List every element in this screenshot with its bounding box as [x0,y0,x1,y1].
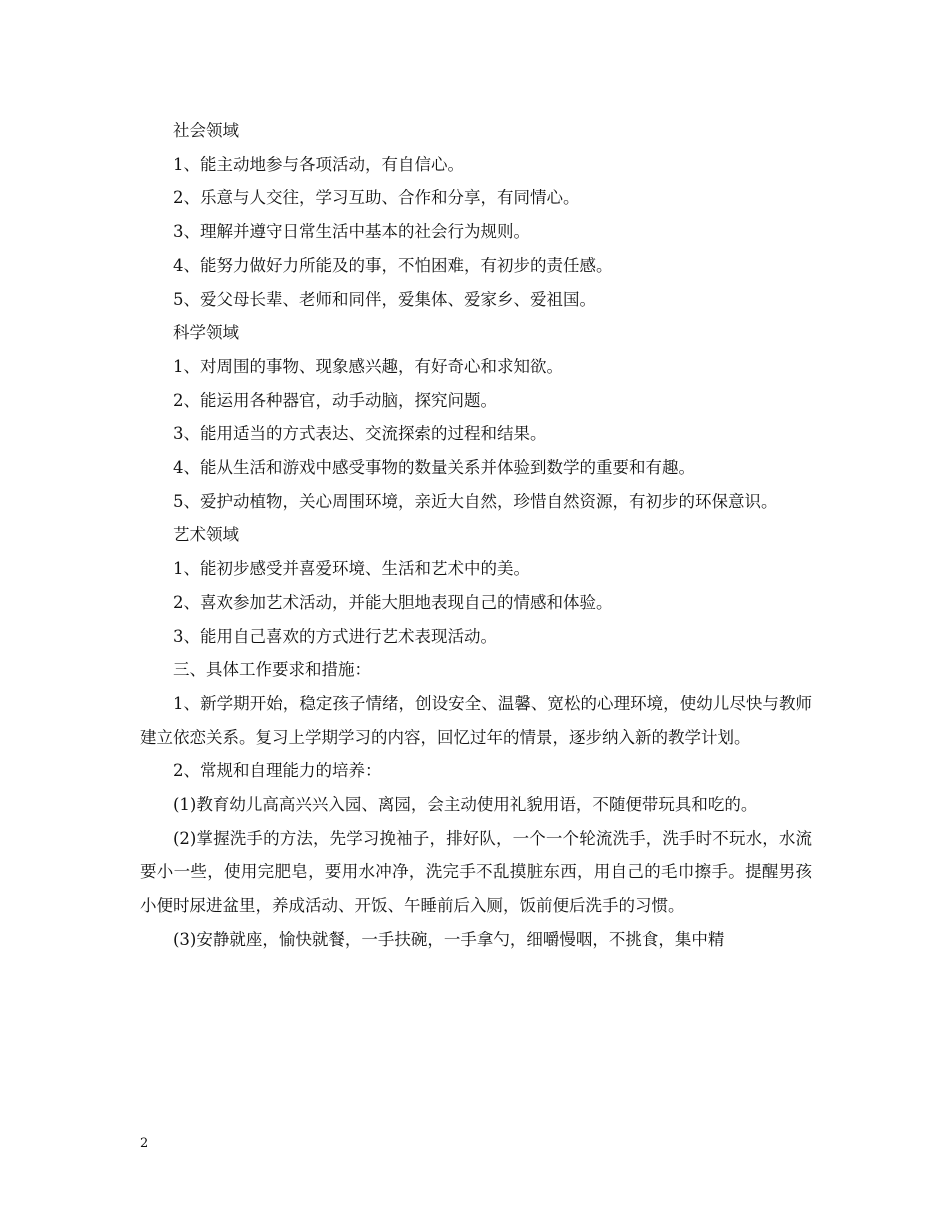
measure-2-item-2: (2)掌握洗手的方法，先学习挽袖子，排好队，一个一个轮流洗手，洗手时不玩水，水流要小一些，使用完肥皂，要用水冲净，洗完手不乱摸脏东西，用自己的毛巾擦手。提醒男孩小便时尿进盆里，养成活动、开饭、午睡前后入厕，饭前便后洗手的习惯。 [140,828,812,916]
measure-2-heading: 2、常规和自理能力的培养： [173,761,382,781]
section-heading-measures: 三、具体工作要求和措施： [173,660,371,680]
art-goal-1: 1、能初步感受并喜爱环境、生活和艺术中的美。 [173,559,530,579]
social-goal-5: 5、爱父母长辈、老师和同伴，爱集体、爱家乡、爱祖国。 [173,289,596,309]
section-heading-science: 科学领域 [173,323,239,343]
measure-1: 1、新学期开始，稳定孩子情绪，创设安全、温馨、宽松的心理环境，使幼儿尽快与教师建立依恋关系。复习上学期学习的内容，回忆过年的情景，逐步纳入新的教学计划。 [140,693,812,747]
social-goal-4: 4、能努力做好力所能及的事，不怕困难，有初步的责任感。 [173,255,613,275]
science-goal-1: 1、对周围的事物、现象感兴趣，有好奇心和求知欲。 [173,356,563,376]
science-goal-2: 2、能运用各种器官，动手动脑，探究问题。 [173,390,497,410]
science-goal-5: 5、爱护动植物，关心周围环境，亲近大自然，珍惜自然资源，有初步的环保意识。 [173,491,778,511]
measure-2-item-3: (3)安静就座，愉快就餐，一手扶碗，一手拿勺，细嚼慢咽，不挑食，集中精 [173,929,725,949]
science-goal-4: 4、能从生活和游戏中感受事物的数量关系并体验到数学的重要和有趣。 [173,458,695,478]
science-goal-3: 3、能用适当的方式表达、交流探索的过程和结果。 [173,424,547,444]
art-goal-3: 3、能用自己喜欢的方式进行艺术表现活动。 [173,626,497,646]
page-body [140,114,812,957]
section-heading-social: 社会领域 [173,121,239,140]
social-goal-3: 3、理解并遵守日常生活中基本的社会行为规则。 [173,222,530,242]
social-goal-2: 2、乐意与人交往，学习互助、合作和分享，有同情心。 [173,188,580,208]
page-number: 2 [140,1136,149,1151]
art-goal-2: 2、喜欢参加艺术活动，并能大胆地表现自己的情感和体验。 [173,592,613,612]
social-goal-1: 1、能主动地参与各项活动，有自信心。 [173,154,464,174]
section-heading-art: 艺术领域 [173,525,239,545]
measure-2-item-1: (1)教育幼儿高高兴兴入园、离园，会主动使用礼貌用语，不随便带玩具和吃的。 [173,795,758,815]
